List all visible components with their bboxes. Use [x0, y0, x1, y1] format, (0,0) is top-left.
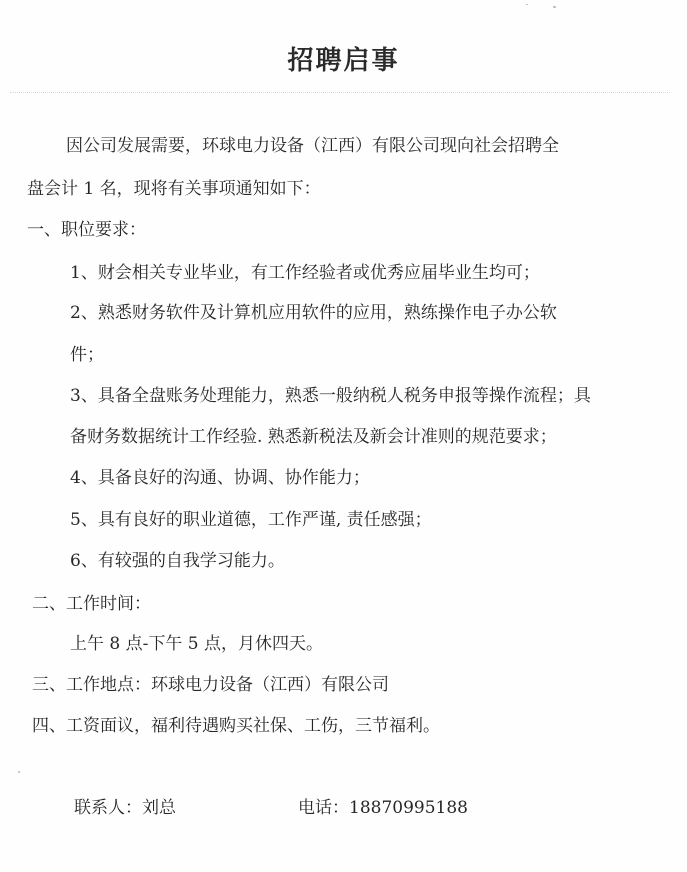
- requirement-6: 6、有较强的自我学习能力。: [70, 551, 285, 571]
- scan-speck: [553, 6, 556, 8]
- scan-divider: [10, 92, 670, 93]
- section-1-heading: 一、职位要求：: [27, 220, 146, 240]
- contact-person: 联系人：刘总: [74, 798, 176, 818]
- scan-speck: [526, 4, 528, 5]
- section-2-heading: 二、工作时间：: [32, 594, 151, 614]
- phone-number: 18870995188: [349, 798, 468, 818]
- intro-line-1: 因公司发展需要，环球电力设备（江西）有限公司现向社会招聘全: [66, 136, 559, 156]
- requirement-3-line-1: 3、具备全盘账务处理能力，熟悉一般纳税人税务申报等操作流程；具: [70, 386, 591, 406]
- phone-label: 电话：: [298, 798, 349, 818]
- scan-speck: [18, 771, 20, 773]
- requirement-3-line-2: 备财务数据统计工作经验. 熟悉新税法及新会计准则的规范要求；: [70, 427, 557, 447]
- requirement-2-line-1: 2、熟悉财务软件及计算机应用软件的应用，熟练操作电子办公软: [70, 303, 557, 323]
- requirement-4: 4、具备良好的沟通、协调、协作能力；: [70, 468, 370, 488]
- work-hours: 上午 8 点-下午 5 点，月休四天。: [70, 634, 323, 654]
- page-title: 招聘启事: [287, 46, 400, 76]
- requirement-5: 5、具有良好的职业道德，工作严谨, 责任感强；: [70, 510, 432, 530]
- section-4-salary-benefits: 四、工资面议，福利待遇购买社保、工伤，三节福利。: [32, 716, 440, 736]
- section-3-work-location: 三、工作地点：环球电力设备（江西）有限公司: [32, 675, 389, 695]
- contact-phone: [298, 796, 468, 820]
- requirement-2-line-2: 件；: [70, 345, 104, 365]
- requirement-1: 1、财会相关专业毕业，有工作经验者或优秀应届毕业生均可；: [70, 263, 540, 283]
- intro-line-2: 盘会计 1 名，现将有关事项通知如下：: [27, 179, 321, 199]
